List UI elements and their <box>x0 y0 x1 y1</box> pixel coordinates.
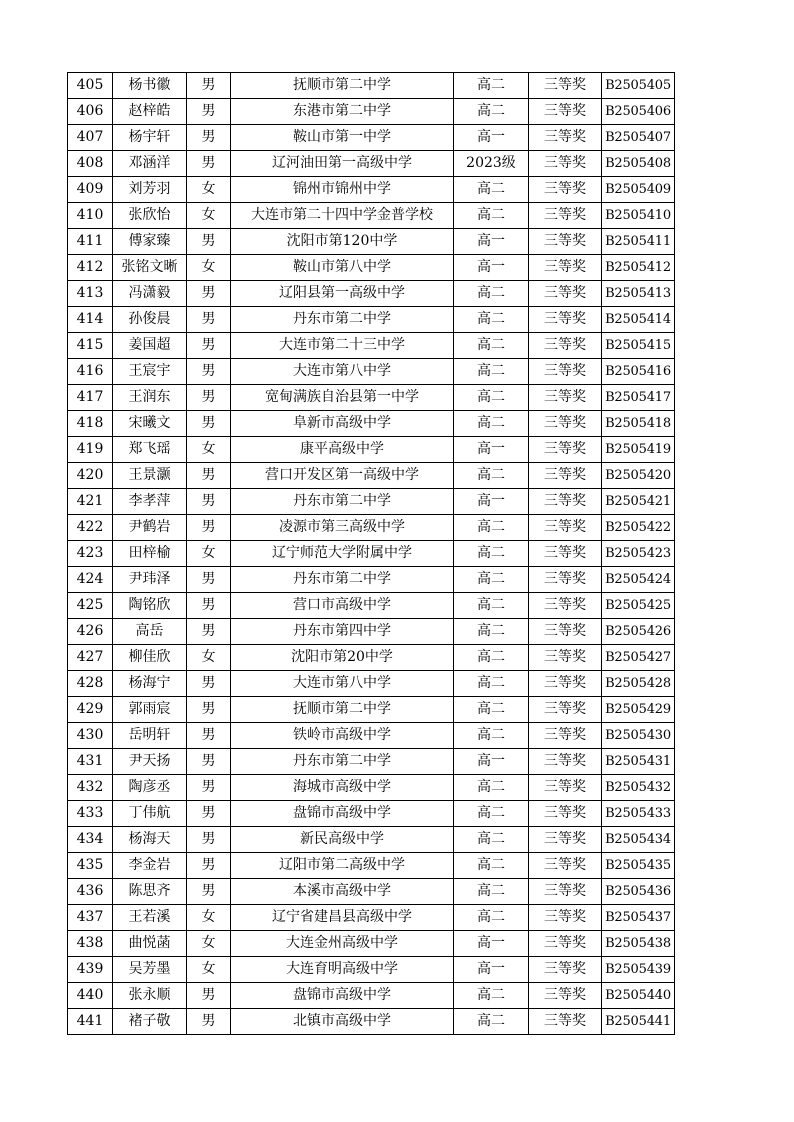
school-name: 营口开发区第一高级中学 <box>231 463 454 489</box>
school-name: 辽河油田第一高级中学 <box>231 151 454 177</box>
grade-level: 高二 <box>454 567 529 593</box>
grade-level: 高二 <box>454 723 529 749</box>
row-number: 410 <box>68 203 113 229</box>
certificate-number: B2505426 <box>602 619 675 645</box>
student-gender: 男 <box>187 697 231 723</box>
award-level: 三等奖 <box>529 723 602 749</box>
school-name: 盘锦市高级中学 <box>231 983 454 1009</box>
row-number: 423 <box>68 541 113 567</box>
student-gender: 男 <box>187 723 231 749</box>
student-name: 张欣怡 <box>113 203 187 229</box>
student-name: 邓涵洋 <box>113 151 187 177</box>
student-name: 丁伟航 <box>113 801 187 827</box>
school-name: 沈阳市第20中学 <box>231 645 454 671</box>
award-level: 三等奖 <box>529 411 602 437</box>
row-number: 439 <box>68 957 113 983</box>
school-name: 铁岭市高级中学 <box>231 723 454 749</box>
award-level: 三等奖 <box>529 203 602 229</box>
student-gender: 男 <box>187 1009 231 1035</box>
table-row <box>68 281 675 307</box>
grade-level: 高二 <box>454 333 529 359</box>
certificate-number: B2505425 <box>602 593 675 619</box>
table-row <box>68 775 675 801</box>
student-name: 陶铭欣 <box>113 593 187 619</box>
certificate-number: B2505439 <box>602 957 675 983</box>
table-row <box>68 619 675 645</box>
student-name: 褚子敬 <box>113 1009 187 1035</box>
award-level: 三等奖 <box>529 905 602 931</box>
student-gender: 男 <box>187 385 231 411</box>
award-table-body <box>68 73 675 1035</box>
award-level: 三等奖 <box>529 281 602 307</box>
row-number: 440 <box>68 983 113 1009</box>
student-name: 张永顺 <box>113 983 187 1009</box>
student-name: 岳明轩 <box>113 723 187 749</box>
school-name: 本溪市高级中学 <box>231 879 454 905</box>
certificate-number: B2505429 <box>602 697 675 723</box>
certificate-number: B2505409 <box>602 177 675 203</box>
student-gender: 男 <box>187 411 231 437</box>
table-row <box>68 359 675 385</box>
certificate-number: B2505430 <box>602 723 675 749</box>
award-level: 三等奖 <box>529 853 602 879</box>
row-number: 415 <box>68 333 113 359</box>
table-row <box>68 723 675 749</box>
student-gender: 男 <box>187 567 231 593</box>
student-gender: 女 <box>187 203 231 229</box>
row-number: 435 <box>68 853 113 879</box>
award-level: 三等奖 <box>529 645 602 671</box>
grade-level: 高二 <box>454 801 529 827</box>
certificate-number: B2505441 <box>602 1009 675 1035</box>
award-level: 三等奖 <box>529 229 602 255</box>
student-gender: 男 <box>187 879 231 905</box>
row-number: 437 <box>68 905 113 931</box>
school-name: 凌源市第三高级中学 <box>231 515 454 541</box>
school-name: 大连育明高级中学 <box>231 957 454 983</box>
student-gender: 男 <box>187 99 231 125</box>
row-number: 434 <box>68 827 113 853</box>
school-name: 康平高级中学 <box>231 437 454 463</box>
award-level: 三等奖 <box>529 671 602 697</box>
table-row <box>68 957 675 983</box>
row-number: 432 <box>68 775 113 801</box>
student-gender: 男 <box>187 619 231 645</box>
student-name: 王景灏 <box>113 463 187 489</box>
certificate-number: B2505435 <box>602 853 675 879</box>
student-gender: 男 <box>187 775 231 801</box>
student-gender: 男 <box>187 73 231 99</box>
table-row <box>68 437 675 463</box>
school-name: 盘锦市高级中学 <box>231 801 454 827</box>
grade-level: 高二 <box>454 827 529 853</box>
certificate-number: B2505412 <box>602 255 675 281</box>
school-name: 鞍山市第八中学 <box>231 255 454 281</box>
school-name: 大连市第八中学 <box>231 359 454 385</box>
award-level: 三等奖 <box>529 385 602 411</box>
table-row <box>68 697 675 723</box>
table-row <box>68 827 675 853</box>
table-row <box>68 229 675 255</box>
row-number: 417 <box>68 385 113 411</box>
student-name: 陈思齐 <box>113 879 187 905</box>
certificate-number: B2505407 <box>602 125 675 151</box>
award-level: 三等奖 <box>529 983 602 1009</box>
certificate-number: B2505427 <box>602 645 675 671</box>
student-gender: 男 <box>187 463 231 489</box>
school-name: 丹东市第二中学 <box>231 749 454 775</box>
grade-level: 高二 <box>454 671 529 697</box>
school-name: 大连市第二十三中学 <box>231 333 454 359</box>
student-gender: 女 <box>187 931 231 957</box>
row-number: 422 <box>68 515 113 541</box>
certificate-number: B2505410 <box>602 203 675 229</box>
award-level: 三等奖 <box>529 931 602 957</box>
row-number: 412 <box>68 255 113 281</box>
student-name: 曲悦菡 <box>113 931 187 957</box>
student-name: 杨宇轩 <box>113 125 187 151</box>
grade-level: 高一 <box>454 749 529 775</box>
table-row <box>68 515 675 541</box>
award-level: 三等奖 <box>529 801 602 827</box>
school-name: 抚顺市第二中学 <box>231 73 454 99</box>
row-number: 409 <box>68 177 113 203</box>
award-level: 三等奖 <box>529 515 602 541</box>
certificate-number: B2505438 <box>602 931 675 957</box>
student-name: 李孝萍 <box>113 489 187 515</box>
school-name: 抚顺市第二中学 <box>231 697 454 723</box>
certificate-number: B2505405 <box>602 73 675 99</box>
school-name: 辽阳县第一高级中学 <box>231 281 454 307</box>
school-name: 大连金州高级中学 <box>231 931 454 957</box>
table-row <box>68 203 675 229</box>
award-level: 三等奖 <box>529 125 602 151</box>
grade-level: 高二 <box>454 983 529 1009</box>
student-name: 王宸宇 <box>113 359 187 385</box>
school-name: 沈阳市第120中学 <box>231 229 454 255</box>
award-level: 三等奖 <box>529 437 602 463</box>
certificate-number: B2505422 <box>602 515 675 541</box>
table-row <box>68 463 675 489</box>
grade-level: 2023级 <box>454 151 529 177</box>
table-row <box>68 177 675 203</box>
school-name: 辽阳市第二高级中学 <box>231 853 454 879</box>
award-level: 三等奖 <box>529 73 602 99</box>
school-name: 大连市第二十四中学金普学校 <box>231 203 454 229</box>
grade-level: 高二 <box>454 463 529 489</box>
school-name: 阜新市高级中学 <box>231 411 454 437</box>
table-row <box>68 905 675 931</box>
student-gender: 男 <box>187 749 231 775</box>
grade-level: 高一 <box>454 229 529 255</box>
table-row <box>68 879 675 905</box>
award-level: 三等奖 <box>529 775 602 801</box>
grade-level: 高二 <box>454 177 529 203</box>
grade-level: 高一 <box>454 957 529 983</box>
certificate-number: B2505428 <box>602 671 675 697</box>
certificate-number: B2505414 <box>602 307 675 333</box>
grade-level: 高二 <box>454 203 529 229</box>
student-name: 姜国超 <box>113 333 187 359</box>
award-level: 三等奖 <box>529 463 602 489</box>
certificate-number: B2505423 <box>602 541 675 567</box>
student-name: 吴芳墨 <box>113 957 187 983</box>
certificate-number: B2505418 <box>602 411 675 437</box>
student-gender: 男 <box>187 489 231 515</box>
school-name: 大连市第八中学 <box>231 671 454 697</box>
award-level: 三等奖 <box>529 151 602 177</box>
student-gender: 女 <box>187 541 231 567</box>
school-name: 辽宁省建昌县高级中学 <box>231 905 454 931</box>
certificate-number: B2505431 <box>602 749 675 775</box>
row-number: 433 <box>68 801 113 827</box>
row-number: 414 <box>68 307 113 333</box>
student-name: 冯潇毅 <box>113 281 187 307</box>
student-gender: 男 <box>187 593 231 619</box>
table-row <box>68 151 675 177</box>
certificate-number: B2505406 <box>602 99 675 125</box>
certificate-number: B2505411 <box>602 229 675 255</box>
student-name: 赵梓皓 <box>113 99 187 125</box>
student-gender: 女 <box>187 957 231 983</box>
certificate-number: B2505421 <box>602 489 675 515</box>
student-gender: 男 <box>187 827 231 853</box>
grade-level: 高二 <box>454 515 529 541</box>
student-name: 高岳 <box>113 619 187 645</box>
grade-level: 高二 <box>454 593 529 619</box>
table-row <box>68 801 675 827</box>
grade-level: 高二 <box>454 359 529 385</box>
grade-level: 高一 <box>454 931 529 957</box>
grade-level: 高二 <box>454 1009 529 1035</box>
grade-level: 高二 <box>454 385 529 411</box>
row-number: 428 <box>68 671 113 697</box>
student-gender: 男 <box>187 333 231 359</box>
student-gender: 男 <box>187 983 231 1009</box>
grade-level: 高一 <box>454 255 529 281</box>
student-gender: 女 <box>187 905 231 931</box>
school-name: 锦州市锦州中学 <box>231 177 454 203</box>
student-name: 柳佳欣 <box>113 645 187 671</box>
grade-level: 高二 <box>454 307 529 333</box>
grade-level: 高二 <box>454 281 529 307</box>
school-name: 辽宁师范大学附属中学 <box>231 541 454 567</box>
certificate-number: B2505434 <box>602 827 675 853</box>
student-gender: 男 <box>187 359 231 385</box>
school-name: 海城市高级中学 <box>231 775 454 801</box>
school-name: 丹东市第二中学 <box>231 307 454 333</box>
row-number: 405 <box>68 73 113 99</box>
row-number: 427 <box>68 645 113 671</box>
student-gender: 男 <box>187 307 231 333</box>
table-row <box>68 593 675 619</box>
school-name: 鞍山市第一中学 <box>231 125 454 151</box>
grade-level: 高一 <box>454 125 529 151</box>
student-name: 刘芳羽 <box>113 177 187 203</box>
table-row <box>68 73 675 99</box>
certificate-number: B2505416 <box>602 359 675 385</box>
grade-level: 高一 <box>454 489 529 515</box>
award-level: 三等奖 <box>529 567 602 593</box>
table-row <box>68 749 675 775</box>
award-level: 三等奖 <box>529 827 602 853</box>
student-gender: 女 <box>187 645 231 671</box>
table-row <box>68 1009 675 1035</box>
student-gender: 男 <box>187 151 231 177</box>
student-name: 傅家臻 <box>113 229 187 255</box>
table-row <box>68 671 675 697</box>
grade-level: 高二 <box>454 697 529 723</box>
certificate-number: B2505413 <box>602 281 675 307</box>
student-name: 杨海天 <box>113 827 187 853</box>
school-name: 宽甸满族自治县第一中学 <box>231 385 454 411</box>
student-name: 张铭文晰 <box>113 255 187 281</box>
grade-level: 高二 <box>454 879 529 905</box>
table-row <box>68 541 675 567</box>
student-name: 李金岩 <box>113 853 187 879</box>
certificate-number: B2505408 <box>602 151 675 177</box>
row-number: 421 <box>68 489 113 515</box>
certificate-number: B2505432 <box>602 775 675 801</box>
school-name: 营口市高级中学 <box>231 593 454 619</box>
student-name: 田梓榆 <box>113 541 187 567</box>
student-name: 杨书徽 <box>113 73 187 99</box>
row-number: 426 <box>68 619 113 645</box>
student-name: 尹天扬 <box>113 749 187 775</box>
row-number: 438 <box>68 931 113 957</box>
certificate-number: B2505433 <box>602 801 675 827</box>
student-gender: 男 <box>187 281 231 307</box>
table-row <box>68 255 675 281</box>
table-row <box>68 99 675 125</box>
table-row <box>68 125 675 151</box>
student-gender: 女 <box>187 177 231 203</box>
award-level: 三等奖 <box>529 489 602 515</box>
grade-level: 高二 <box>454 775 529 801</box>
award-level: 三等奖 <box>529 359 602 385</box>
school-name: 丹东市第二中学 <box>231 567 454 593</box>
school-name: 北镇市高级中学 <box>231 1009 454 1035</box>
award-level: 三等奖 <box>529 541 602 567</box>
grade-level: 高二 <box>454 411 529 437</box>
award-level: 三等奖 <box>529 749 602 775</box>
grade-level: 高二 <box>454 541 529 567</box>
grade-level: 高一 <box>454 437 529 463</box>
row-number: 424 <box>68 567 113 593</box>
student-gender: 女 <box>187 437 231 463</box>
table-row <box>68 307 675 333</box>
school-name: 丹东市第二中学 <box>231 489 454 515</box>
table-row <box>68 853 675 879</box>
table-row <box>68 489 675 515</box>
row-number: 429 <box>68 697 113 723</box>
student-name: 郭雨宸 <box>113 697 187 723</box>
grade-level: 高二 <box>454 619 529 645</box>
row-number: 419 <box>68 437 113 463</box>
certificate-number: B2505415 <box>602 333 675 359</box>
award-level: 三等奖 <box>529 307 602 333</box>
certificate-number: B2505424 <box>602 567 675 593</box>
row-number: 413 <box>68 281 113 307</box>
award-level: 三等奖 <box>529 697 602 723</box>
school-name: 新民高级中学 <box>231 827 454 853</box>
row-number: 407 <box>68 125 113 151</box>
table-row <box>68 567 675 593</box>
table-row <box>68 983 675 1009</box>
grade-level: 高二 <box>454 73 529 99</box>
award-level: 三等奖 <box>529 619 602 645</box>
student-name: 郑飞瑶 <box>113 437 187 463</box>
row-number: 406 <box>68 99 113 125</box>
student-name: 王若溪 <box>113 905 187 931</box>
award-level: 三等奖 <box>529 99 602 125</box>
certificate-number: B2505440 <box>602 983 675 1009</box>
student-name: 孙俊晨 <box>113 307 187 333</box>
award-level: 三等奖 <box>529 593 602 619</box>
student-name: 陶彦丞 <box>113 775 187 801</box>
certificate-number: B2505437 <box>602 905 675 931</box>
award-level: 三等奖 <box>529 333 602 359</box>
grade-level: 高二 <box>454 905 529 931</box>
row-number: 416 <box>68 359 113 385</box>
award-table <box>67 72 675 1035</box>
student-name: 杨海宁 <box>113 671 187 697</box>
student-name: 王润东 <box>113 385 187 411</box>
certificate-number: B2505419 <box>602 437 675 463</box>
student-gender: 男 <box>187 853 231 879</box>
certificate-number: B2505417 <box>602 385 675 411</box>
table-row <box>68 385 675 411</box>
table-row <box>68 411 675 437</box>
student-gender: 男 <box>187 229 231 255</box>
row-number: 411 <box>68 229 113 255</box>
award-level: 三等奖 <box>529 177 602 203</box>
student-name: 尹玮泽 <box>113 567 187 593</box>
row-number: 430 <box>68 723 113 749</box>
student-gender: 男 <box>187 125 231 151</box>
certificate-number: B2505420 <box>602 463 675 489</box>
award-level: 三等奖 <box>529 255 602 281</box>
certificate-number: B2505436 <box>602 879 675 905</box>
grade-level: 高二 <box>454 99 529 125</box>
student-name: 尹鹤岩 <box>113 515 187 541</box>
student-gender: 男 <box>187 801 231 827</box>
table-row <box>68 333 675 359</box>
row-number: 425 <box>68 593 113 619</box>
student-name: 宋曦文 <box>113 411 187 437</box>
table-row <box>68 645 675 671</box>
row-number: 431 <box>68 749 113 775</box>
student-gender: 男 <box>187 515 231 541</box>
grade-level: 高二 <box>454 645 529 671</box>
award-level: 三等奖 <box>529 879 602 905</box>
student-gender: 女 <box>187 255 231 281</box>
school-name: 东港市第二中学 <box>231 99 454 125</box>
row-number: 436 <box>68 879 113 905</box>
award-level: 三等奖 <box>529 957 602 983</box>
row-number: 418 <box>68 411 113 437</box>
row-number: 441 <box>68 1009 113 1035</box>
grade-level: 高二 <box>454 853 529 879</box>
award-level: 三等奖 <box>529 1009 602 1035</box>
table-row <box>68 931 675 957</box>
school-name: 丹东市第四中学 <box>231 619 454 645</box>
row-number: 408 <box>68 151 113 177</box>
row-number: 420 <box>68 463 113 489</box>
student-gender: 男 <box>187 671 231 697</box>
